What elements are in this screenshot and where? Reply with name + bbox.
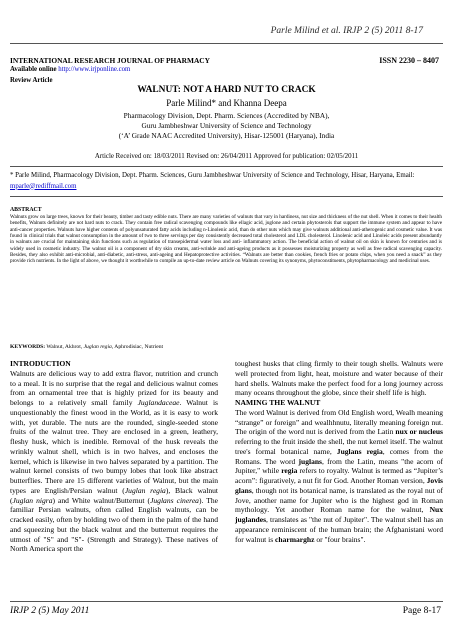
article-authors: Parle Milind* and Khanna Deepa bbox=[166, 98, 287, 108]
issn: ISSN 2230 – 8407 bbox=[379, 56, 439, 65]
article-title: WALNUT: NOT A HARD NUT TO CRACK bbox=[137, 85, 316, 95]
affiliation-line-1: Pharmacology Division, Dept. Pharm. Sciences (Accredited by NBA), bbox=[123, 111, 330, 120]
affiliation-line-2: Guru Jambheshwar University of Science and Technology bbox=[141, 121, 312, 130]
journal-name: INTERNATIONAL RESEARCH JOURNAL OF PHARMACY bbox=[10, 56, 210, 65]
footer-page-range: Page 8-17 bbox=[402, 606, 441, 616]
article-type: Review Article bbox=[10, 77, 53, 84]
journal-url-link[interactable]: http://www.irjponline.com bbox=[58, 66, 131, 73]
dates-rule bbox=[10, 166, 443, 167]
article-dates: Article Received on: 18/03/2011 Revised on: 26/04/2011 Approved for publication: 02/05/2011 bbox=[94, 153, 359, 160]
affiliation-line-3: (‘A’ Grade NAAC Accredited University), Hisar-125001 (Haryana), India bbox=[118, 131, 335, 140]
right-column bbox=[235, 359, 443, 544]
keywords-text: Walnut, Akhrot, bbox=[45, 344, 84, 350]
left-column bbox=[10, 359, 218, 554]
keywords-tail: , Aphrodisiac, Nutrient bbox=[111, 344, 164, 350]
correspondence-rule bbox=[10, 196, 443, 197]
footer-journal-issue: IRJP 2 (5) May 2011 bbox=[10, 606, 90, 616]
availability-line bbox=[10, 66, 130, 73]
correspondence-email-link[interactable]: mparle@rediffmail.com bbox=[10, 182, 77, 190]
running-header: Parle Milind et al. IRJP 2 (5) 2011 8-17 bbox=[270, 26, 423, 36]
introduction-paragraph: Walnuts are delicious way to add extra flavor, nutrition and crunch to a meal. It is no surprise that the regal and delicious walnut comes from an ornamental tree that is highly prized for its beauty and belongs to a relatively small family Juglandaceae. Walnut is unquestionably the finest wood in the World, as it is easy to work with, yet durable. The nuts are the rounded, single-seeded stone fruits of the walnut tree. They are enclosed in a green, leathery, fleshy husk, which is inedible. Removal of the husk reveals the wrinkly walnut shell, which is in two halves, and encloses the kernel, which is likewise in two halves separated by a partition. The walnut kernel consists of two bumpy lobes that look like abstract butterflies. There are 15 different varieties of Walnut, but the main types are English/Persian walnut (Juglan regia), Black walnut (Juglan nigra) and White walnut/Butternut (Juglans cinerea). The familiar Persian walnuts, often called English walnuts, can be cracked easily, often by holding two of them in the palm of the hand and squeezing but the black walnut and the butternut requires the utmost of "S" and "S"- (Strength and Strategy). These natives of North America sport the bbox=[10, 368, 219, 554]
header-rule bbox=[10, 43, 443, 44]
available-label: Available online bbox=[10, 66, 57, 73]
abstract-body: Walnuts grow on large trees, known for their beauty, timber and tasty edible nuts. There are many varieties of walnuts that vary in hardiness, nut size and thickness of the nut shell. When it comes to their health benefits, Walnuts definitely are not hard nuts to crack. They contain free radical scavenging compounds like ellagic acid, juglone and certain phytosterols that support the immune system and appear to have anti-cancer properties. Walnuts have higher contents of polyunsaturated fatty acids including n-Linolenic acid, than do other nuts which may give walnuts additional anti-atherogenic and cosmetic value. It was found in clinical trials that walnut consumption in the amount of two to three servings per day consistently decreased total cholesterol and LDL cholesterol. Linolenic acid and Linoleic acids present abundantly in walnuts are crucial for maintaining skin functions such as regulation of transepidermal water loss and anti- inflammatory action. The beneficial action of walnut oil on skin is known for centuries and is widely used in cosmetic industry. The walnut oil is a component of dry skin creams, anti-wrinkle and anti-ageing products as it possesses moisturizing property as well as free radical scavenging capacity. Besides, they also exhibit anti-microbial, anti-diabetic, anti-stress, anti-ageing and Hepatoprotective activities. “Walnuts are better than cookies, french fries or potato chips, when you need a snack” as they provide rich nutrients. In the light of above, we thought it worthwhile to compile an up-to-date review article on Walnuts covering its synonyms, phytoconstituents, phytopharmacology and medicinal uses. bbox=[10, 214, 442, 265]
keywords-italic: Juglan regia bbox=[83, 344, 112, 350]
abstract-heading: ABSTRACT bbox=[10, 207, 42, 213]
keywords-label: KEYWORDS: bbox=[10, 344, 46, 350]
naming-heading: NAMING THE WALNUT bbox=[235, 398, 321, 407]
correspondence bbox=[10, 171, 441, 192]
introduction-continued: toughest husks that cling firmly to their tough shells. Walnuts were well protected from light, heat, moisture and water because of their hard shells. Walnuts make the perfect food for a long journey across many oceans throughout the globe, since their shelf life is high. bbox=[235, 359, 443, 398]
naming-paragraph: The word Walnut is derived from Old English word, Wealh meaning “strange” or foreign” and wealhhnutu, literally meaning foreign nut. The origin of the word nut is derived from the Latin nux or nucleus referring to the fruit inside the shell, the nut kernel itself. The walnut tree's formal botanical name, Juglans regia, comes from the Romans. The word juglans, from the Latin, means "the acorn of Jupiter," while regia refers to royalty. Walnut is termed as “Jupiter’s acorn”: figuratively, a nut fit for God. Another Roman version, Jovis glans, though not its botanical name, is translated as the royal nut of Jove, another name for Jupiter who is the highest god in Roman mythology. Yet another Roman name for the walnut, Nux juglandes, translates as "the nut of Jupiter". The walnut shell has an appearance reminiscent of the human brain; the Afghanistani word for walnut is charmarghz or "four brains". bbox=[235, 407, 443, 544]
introduction-heading: INTRODUCTION bbox=[10, 359, 71, 368]
journal-row bbox=[10, 56, 439, 65]
correspondence-text: * Parle Milind, Pharmacology Division, Dept. Pharm. Sciences, Guru Jambheshwar University of Science and Technology, Hisar, Haryana, Email: bbox=[10, 172, 415, 179]
footer-rule bbox=[10, 601, 443, 602]
keywords bbox=[10, 344, 442, 350]
